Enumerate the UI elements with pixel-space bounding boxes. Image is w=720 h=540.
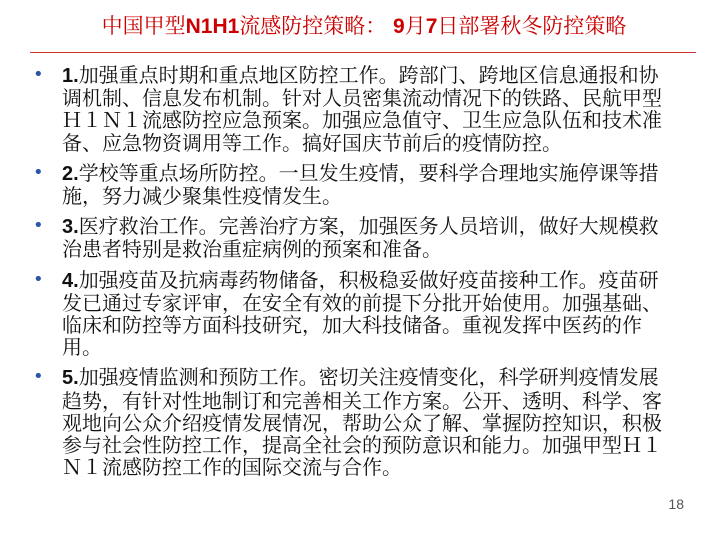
slide-title (28, 10, 700, 42)
title-mid: 流感防控策略： (239, 14, 387, 38)
bullet-item-2 (0, 162, 720, 207)
page-number: 18 (668, 496, 684, 512)
bullet-marker: • (33, 366, 44, 388)
bullet-item-5 (0, 366, 720, 478)
bullet-text: 医疗救治工作。完善治疗方案，加强医务人员培训，做好大规模救治患者特别是救治重症病例的预案和准备。 (62, 214, 659, 262)
title-day: 7 (425, 15, 438, 38)
bullet-number: 3. (62, 216, 79, 239)
title-suffix: 日部署秋冬防控策略 (437, 14, 627, 38)
bullet-number: 2. (62, 162, 79, 185)
title-virus: N1H1 (185, 15, 240, 38)
bullet-marker: • (33, 161, 44, 183)
bullet-number: 1. (62, 65, 79, 87)
bullet-marker: • (33, 64, 44, 85)
bullet-marker: • (33, 268, 44, 290)
bullet-text: 学校等重点场所防控。一旦发生疫情，要科学合理地实施停课等措施，努力减少聚集性疫情发生。 (62, 160, 659, 209)
title-prefix: 中国甲型 (101, 14, 186, 38)
bullet-marker: • (33, 215, 44, 237)
bullet-text: 加强重点时期和重点地区防控工作。跨部门、跨地区信息通报和协调机制、信息发布机制。针对人员密集流动情况下的铁路、民航甲型Ｈ１Ｎ１流感防控应急预案。加强应急值守、卫生应急队伍和技术准备、应急物资调用等工作。搞好国庆节前后的疫情防控。 (62, 63, 662, 155)
bullet-item-1 (0, 64, 720, 154)
bullet-list (0, 64, 720, 486)
bullet-text: 加强疫情监测和预防工作。密切关注疫情变化，科学研判疫情发展趋势，有针对性地制订和完善相关工作方案。公开、透明、科学、客观地向公众介绍疫情发展情况，帮助公众了解、掌握防控知识，积极参与社会性防控工作，提高全社会的预防意识和能力。加强甲型Ｈ１Ｎ１流感防控工作的国际交流与合作。 (62, 365, 662, 480)
title-month-unit: 月 (404, 14, 426, 38)
title-divider (30, 52, 696, 53)
title-month: 9 (393, 15, 405, 38)
bullet-item-4 (0, 269, 720, 359)
bullet-number: 5. (62, 367, 79, 390)
bullet-item-3 (0, 215, 720, 260)
bullet-number: 4. (62, 269, 79, 292)
bullet-text: 加强疫苗及抗病毒药物储备，积极稳妥做好疫苗接种工作。疫苗研发已通过专家评审，在安全有效的前提下分批开始使用。加强基础、临床和防控等方面科技研究，加大科技储备。重视发挥中医药的作用。 (62, 267, 662, 360)
